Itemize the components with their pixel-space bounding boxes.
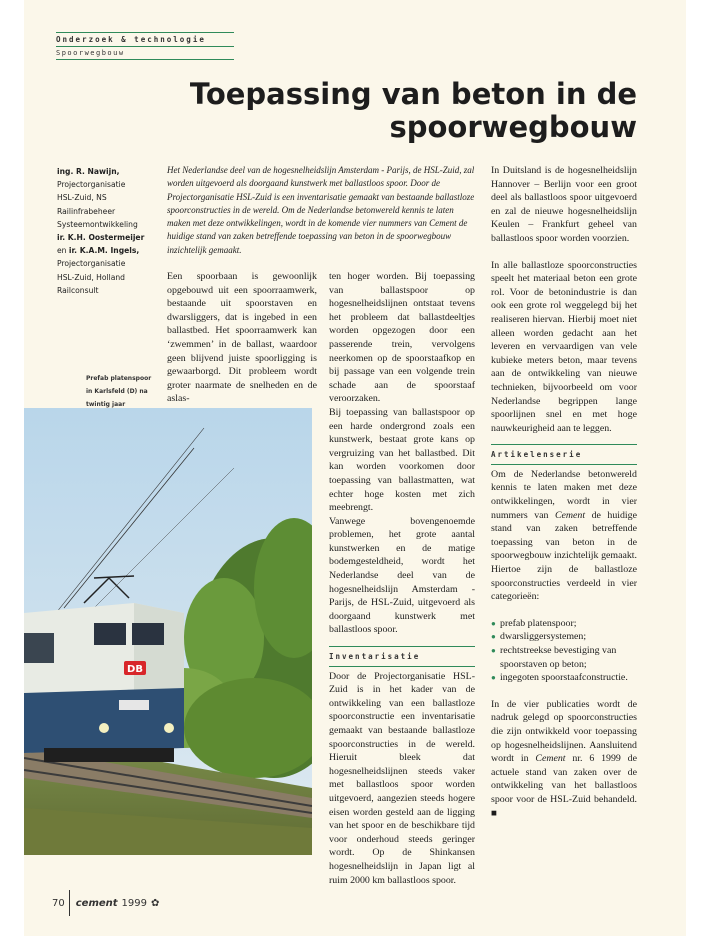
body-paragraph: In de vier publicaties wordt de nadruk gelegd op spoorconstructies die zijn ontwikkeld voor toepassing op hogesnelheidslijnen. Aansluitend wordt in Cement nr. 6 1999 de actuele stand van zaken over de ontwikkeling van het ballastloos spoor voor de HSL-Zuid behandeld. ■ bbox=[491, 698, 637, 819]
photo-caption bbox=[86, 372, 166, 411]
magazine-logo-icon: ✿ bbox=[151, 897, 160, 909]
train-photo-illustration bbox=[24, 408, 312, 855]
footer-divider bbox=[69, 890, 70, 916]
author-line: ir. K.H. Oostermeijer bbox=[57, 233, 145, 243]
section-heading-artikelenserie: Artikelenserie bbox=[491, 444, 637, 465]
db-logo: DB bbox=[127, 664, 143, 675]
list-item: ● dwarsliggersystemen; bbox=[491, 630, 637, 644]
author-line: en ir. K.A.M. Ingels, bbox=[57, 246, 140, 256]
page-footer bbox=[52, 890, 159, 916]
author-line: Railinfrabeheer bbox=[57, 206, 116, 216]
body-paragraph: In Duitsland is de hogesnelheidslijn Hannover – Berlijn voor een groot deel als ballastloos spoor uitgevoerd en zal de nieuwe hogesnelheidslijn Keulen – Frankfurt geheel van ballastloos spoor worden voorzien. bbox=[491, 165, 637, 244]
section-heading-inventarisatie: Inventarisatie bbox=[329, 646, 475, 667]
page-number: 70 bbox=[52, 897, 65, 909]
section-header: Onderzoek & technologie bbox=[56, 32, 234, 44]
category-list bbox=[491, 617, 637, 685]
body-paragraph: ten hoger worden. Bij toepassing van ballastspoor op hogesnelheidslijnen ontstaat tevens het probleem dat ballastdeeltjes worden opgezogen door een passerende trein, vervolgens neerkomen op de spoorstaafkop en bij passage van een volgende trein schade aan de spoorstaaf veroorzaken. bbox=[329, 271, 475, 405]
author-line: ing. R. Nawijn, bbox=[57, 167, 120, 176]
column-3 bbox=[491, 164, 637, 820]
list-item: ● ingegoten spoorstaafconstructie. bbox=[491, 671, 637, 685]
author-line: Railconsult bbox=[57, 285, 99, 295]
column-2 bbox=[329, 270, 475, 887]
author-block bbox=[57, 165, 157, 297]
caption-line: Prefab platenspoor bbox=[86, 375, 152, 382]
body-paragraph: In alle ballastloze spoorconstructies speelt het materiaal beton een grote rol. Voor de betonindustrie is dan ook een grote rol weggelegd bij het realiseren hiervan. Hierbij moet niet alleen worden gedacht aan het leveren en vervaardigen van vele kubieke meters beton, maar tevens aan de ontwikkeling van nieuwe technieken, bijvoorbeeld om voor Nederlandse begrippen lange spoorlijnen snel en met hoge nauwkeurigheid aan te leggen. bbox=[491, 259, 637, 434]
caption-line: twintig jaar bbox=[86, 401, 126, 408]
article-title bbox=[177, 78, 637, 144]
body-paragraph: Bij toepassing van ballastspoor op een harde ondergrond zoals een kunstwerk, bestaat grote kans op vergruizing van het ballastbed. Dit kan worden voorkomen door toepassing van ballastmatten, wat echter hoge kosten met zich meebrengt. bbox=[329, 406, 475, 514]
author-line: Projectorganisatie bbox=[57, 259, 126, 269]
body-paragraph: Een spoorbaan is gewoonlijk opgebouwd uit een spoorraamwerk, bestaande uit spoorstaven en dwarsliggers, dat is ingebed in een ballastbed. Het spoorraamwerk kan ‘zwemmen’ in de ballast, waardoor geen blijvend juiste spoorligging is gewaarborgd. Dit probleem wordt groter naarmate de snelheden en de aslas- bbox=[167, 271, 317, 405]
body-paragraph: Vanwege bovengenoemde problemen, het grote aantal kunstwerken en de matige bodemgesteldheid, wordt het Nederlandse deel van de hogesnelheidslijn Amsterdam - Parijs, de HSL-Zuid, uitgevoerd als doorgaand kunstwerk met ballastloos spoor. bbox=[329, 515, 475, 636]
subsection-header: Spoorwegbouw bbox=[56, 46, 234, 60]
train-photo bbox=[24, 408, 312, 855]
magazine-name: cement bbox=[75, 897, 118, 909]
title-line-1: Toepassing van beton in de bbox=[189, 77, 637, 111]
author-line: HSL-Zuid, Holland bbox=[57, 272, 126, 282]
author-line: HSL-Zuid, NS bbox=[57, 193, 107, 203]
author-line: Systeemontwikkeling bbox=[57, 219, 138, 229]
magazine-year: 1999 bbox=[121, 897, 147, 909]
body-paragraph: Door de Projectorganisatie HSL-Zuid is in het kader van de ontwikkeling van een ballastloze spoorconstructie een inventarisatie gemaakt van bestaande ballastloze spoorconstructies in de wereld. Hieruit bleek dat hogesnelheidslijnen steeds vaker met ballastloos spoor worden uitgevoerd, aangezien steeds hogere eisen worden gesteld aan de ligging van het spoor en de beschikbare tijd voor onderhoud steeds geringer wordt. Op de Shinkansen hogesnelheidslijn in Japan ligt al ruim 2000 km ballastloos spoor. bbox=[329, 670, 475, 886]
author-line: Projectorganisatie bbox=[57, 180, 126, 190]
body-paragraph: Om de Nederlandse betonwereld kennis te laten maken met deze ontwikkelingen, wordt in vier nummers van Cement de huidige stand van zaken betreffende toepassing van beton in de spoorwegbouw inzichtelijk gemaakt. Hiertoe zijn de ballastloze spoorconstructies verdeeld in vier categorieën: bbox=[491, 468, 637, 603]
list-item: ● prefab platenspoor; bbox=[491, 617, 637, 631]
list-item: ● rechtstreekse bevestiging van spoorstaven op beton; bbox=[491, 644, 637, 671]
column-1 bbox=[167, 270, 317, 406]
title-line-2: spoorwegbouw bbox=[389, 110, 637, 144]
lead-paragraph: Het Nederlandse deel van de hogesnelheidslijn Amsterdam - Parijs, de HSL-Zuid, zal worden uitgevoerd als doorgaand kunstwerk met ballastloos spoor. Door de Projectorganisatie HSL-Zuid is een inventarisatie gemaakt van bestaande ballastloze spoorconstructies in de wereld. Om de Nederlandse betonwereld kennis te laten maken met deze ontwikkelingen, wordt in de komende vier nummers van Cement de huidige stand van zaken betreffende toepassing van beton in de spoorwegbouw inzichtelijk gemaakt. bbox=[167, 165, 475, 255]
caption-line: in Karlsfeld (D) na bbox=[86, 388, 148, 395]
